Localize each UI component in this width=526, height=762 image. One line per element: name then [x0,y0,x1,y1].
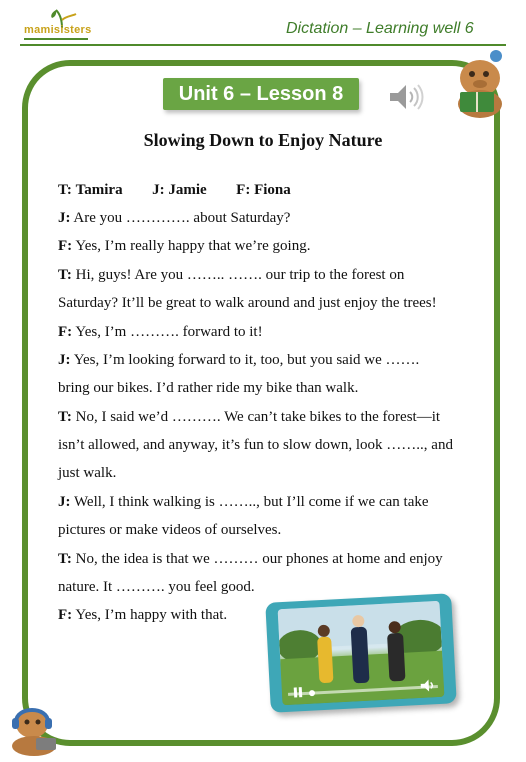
dialogue-line [58,522,281,539]
header-divider [20,44,506,46]
line-speaker: T: [58,409,72,425]
speaker-name-tamira: Tamira [75,182,123,198]
line-speaker: F: [58,607,73,623]
lesson-title: Slowing Down to Enjoy Nature [143,130,383,150]
dialogue-line [58,352,419,369]
header-title: Dictation – Learning well 6 [286,20,474,37]
capybara-reading-icon [450,48,512,120]
line-text: Yes, I’m happy with that. [72,607,228,623]
dialogue-line [58,607,227,624]
play-icon[interactable] [292,685,307,700]
dialogue-line [58,494,429,511]
logo-text: mamisisters [24,24,92,36]
line-text: pictures or make videos of ourselves. [58,522,282,538]
speaker-key-f: F: [236,182,251,198]
line-text: Yes, I’m really happy that we’re going. [72,238,311,254]
line-text: Yes, I’m looking forward to it, too, but you said we ……. [70,352,420,368]
line-text: No, the idea is that we ……… our phones at home and enjoy [71,551,443,567]
dialogue-line [58,324,263,341]
line-text: Saturday? It’ll be great to walk around and just enjoy the trees! [58,295,437,311]
line-text: Hi, guys! Are you …….. ……. our trip to the forest on [71,267,405,283]
line-speaker: J: [58,352,71,368]
line-text: isn’t allowed, and anyway, it’s fun to slow down, look …….., and [58,437,453,453]
line-speaker: J: [58,494,71,510]
dialogue-line [58,579,255,596]
line-speaker: F: [58,324,73,340]
dialogue-line [58,210,290,227]
dialogue-line [58,465,116,482]
speakers-legend [58,182,291,199]
dialogue-line [58,409,440,426]
volume-icon[interactable] [419,678,436,693]
speaker-key-j: J: [152,182,165,198]
lesson-badge: Unit 6 – Lesson 8 [163,78,359,110]
dialogue-line [58,267,404,284]
capybara-headphones-icon [6,700,60,756]
line-speaker: T: [58,267,72,283]
dialogue-line [58,238,310,255]
dialogue-line [58,437,453,454]
line-text: Well, I think walking is …….., but I’ll come if we can take [70,494,429,510]
line-text: Are you …………. about Saturday? [70,210,291,226]
video-player[interactable] [265,593,457,713]
speaker-name-jamie: Jamie [168,182,207,198]
brand-logo [24,8,94,42]
line-text: just walk. [58,465,117,481]
video-screen[interactable] [278,601,445,705]
line-speaker: F: [58,238,73,254]
line-speaker: T: [58,551,72,567]
dialogue-line [58,551,443,568]
speaker-key-t: T: [58,182,72,198]
speaker-name-fiona: Fiona [254,182,291,198]
line-speaker: J: [58,210,71,226]
logo-underline [24,38,88,40]
line-text: bring our bikes. I’d rather ride my bike than walk. [58,380,359,396]
line-text: nature. It ………. you feel good. [58,579,255,595]
line-text: No, I said we’d ………. We can’t take bikes to the forest—it [71,409,441,425]
speaker-icon[interactable] [386,82,426,112]
dialogue-line [58,295,437,312]
line-text: Yes, I’m ………. forward to it! [72,324,263,340]
dialogue-line [58,380,358,397]
